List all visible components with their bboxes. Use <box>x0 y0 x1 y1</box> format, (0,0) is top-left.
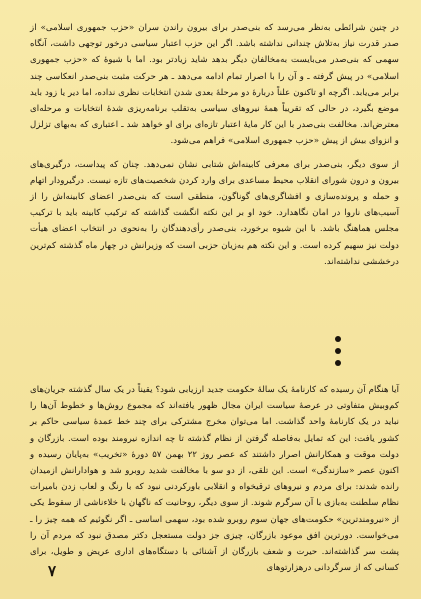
separator-dot <box>335 348 341 354</box>
separator-dot <box>335 336 341 342</box>
paragraph-2: از سوی دیگر، بنی‌صدر برای معرفی کابینه‌اش شتابی نشان نمی‌دهد. چنان که پیداست، درگیری‌های بیرون و درون شورای انقلاب محیط مساعدی برای وارد کردن شخصیت‌های تازه نیست. درگیرودار اتهام و حمله و پرونده‌سازی و افشاگری‌های گوناگون، منطقی است که بنی‌صدر اعضای کابینه‌اش را از آسیب‌های ناروا در امان نگاهدارد. خود او بر این نکته انگشت گذاشته که ترکیب کابینه باید با ترکیب مجلس هماهنگ باشد. با این شیوه برخورد، بنی‌صدر رأی‌دهندگان را به‌نحوی در انتخاب اعضای هیأت دولت نیز سهیم کرده است. و این نکته هم به‌زیان حزبی است که وزیرانش در چهار ماه گذشته کم‌ترین درخششی نداشته‌اند. <box>30 159 399 267</box>
section-separator <box>0 332 421 368</box>
page-number: ۷ <box>48 562 57 580</box>
text-column <box>30 20 399 277</box>
separator-dot <box>335 360 341 366</box>
paragraph-3: آیا هنگام آن رسیده که کارنامهٔ یک سالهٔ حکومت جدید ارزیابی شود؟ یقیناً در یک سال گذشته جریان‌های کم‌وبیش متفاوتی در عرصهٔ سیاست ایران مجال ظهور یافته‌اند که مجموع روش‌ها و خطوط آن‌ها را نباید در یک کارنامهٔ واحد گذاشت. اما می‌توان مخرج مشترکی برای چند خط عمدهٔ سیاسی حاکم بر کشور یافت: این که تمایل به‌فاصله گرفتن از نظام گذشته تا چه اندازه نیرومند بوده است. بازرگان و دولت موقت و همکارانش اصرار داشتند که عصر روز ۲۲ بهمن ۵۷ دورهٔ «تخریب» به‌پایان رسیده و اکنون عصر «سازندگی» است. این تلقی، از دو سو با مخالفت شدید روبرو شد و هوادارانش ازمیدان رانده شدند: برای مردم و نیروهای ترقیخواه و انقلابی باورکردنی نبود که با رنگ و لعاب زدن بامیرات نظام سلطنت به‌بازی با آن سرگرم شوند. از سوی دیگر، روحانیت که ناگهان با خلاءناشی از سقوط یکی از «نیرومندترین» حکومت‌های جهان سوم روبرو شده بود، سهمی اساسی ـ اگر نگوئیم که همه چیز را ـ می‌خواست. دورترین افق موعود بازرگان، چیزی جز دولت مستعجل دکتر مصدق نبود که مردم آن را پشت سر گذاشته‌اند. حیرت و شعف بازرگان از آشنائی با دستگاه‌های اداری عریض و طویل، برای کسانی که از سرگردانی درهزارتوهای <box>30 385 399 574</box>
text-column-lower <box>30 382 399 583</box>
paragraph-1: در چنین شرائطی به‌نظر می‌رسد که بنی‌صدر برای بیرون راندن سران «حزب جمهوری اسلامی» از صدر قدرت نیاز به‌تلاش چندانی نداشته باشد. اگر این حزب اعتبار سیاسی درخور توجهی داشت، آنگاه سهمی که بنی‌صدر می‌بایست به‌مخالفان دیگر بدهد شاید زیادتر بود. اما با شیوهٔ که «حزب جمهوری اسلامی» در پیش گرفته ـ و آن را با اصرار تمام ادامه می‌دهد ـ هر حرکت مثبت بنی‌صدر انعکاسی چند برابر می‌یابد. اگرچه او تاکنون علناً دربارهٔ دو مرحلهٔ بعدی شدن انتخابات نظری نداده، اما دیر یا زود باید موضع بگیرد، در حالی که تقریباً همهٔ نیروهای سیاسی به‌تقلب برنامه‌ریزی شدهٔ انتخابات و مرحله‌ای معترض‌اند. مخالفت بنی‌صدر با این کار مایهٔ اعتبار تازه‌ای برای او خواهد شد ـ اعتباری که به‌بهای تزلزل و انزوای بیش از پیش «حزب جمهوری اسلامی» فراهم می‌شود. <box>30 23 399 147</box>
